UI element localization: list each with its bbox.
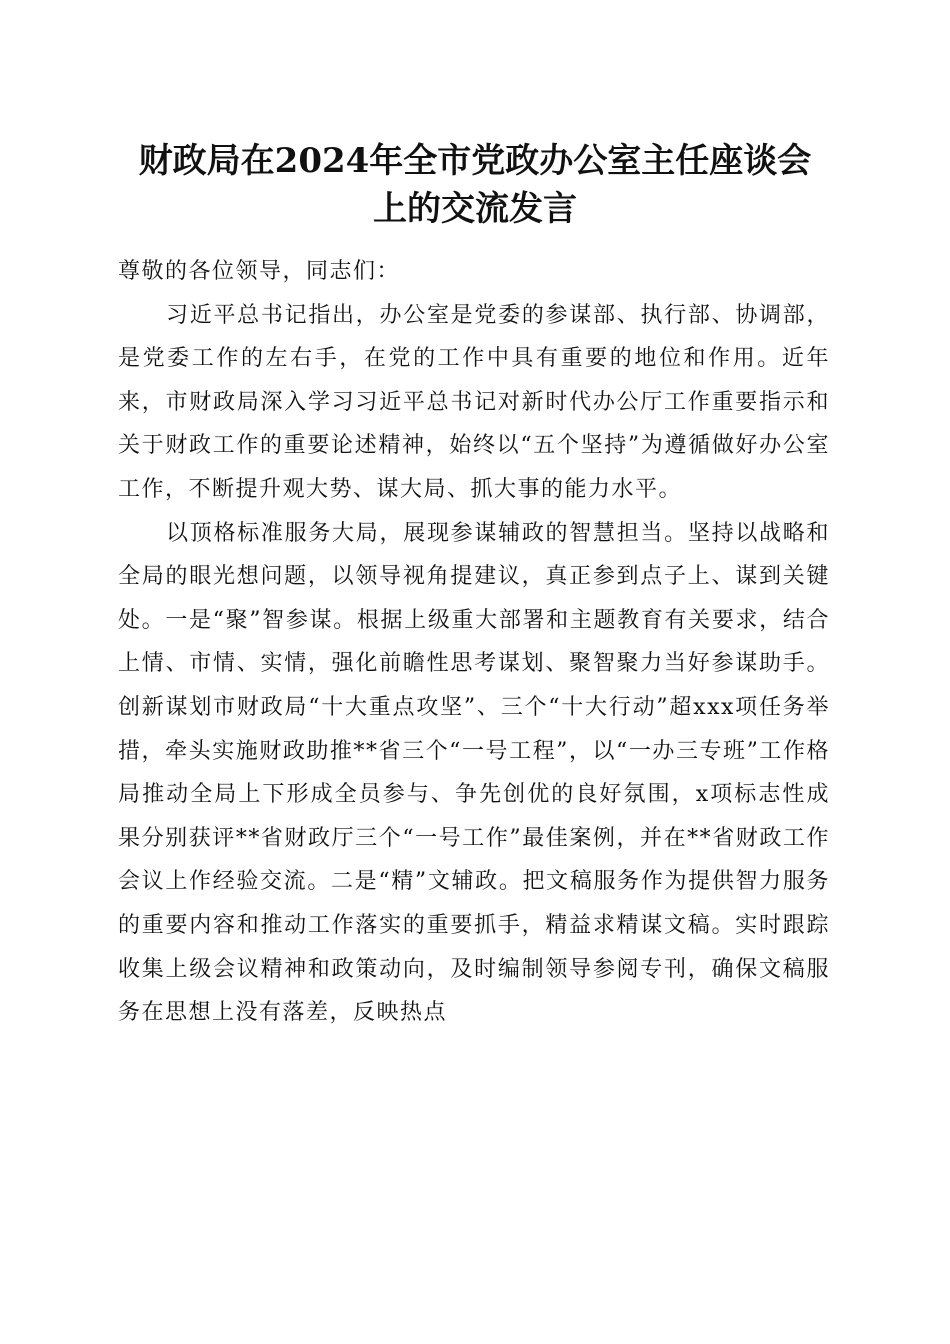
paragraph-intro: 习近平总书记指出，办公室是党委的参谋部、执行部、协调部，是党委工作的左右手，在党的工作中具有重要的地位和作用。近年来，市财政局深入学习习近平总书记对新时代办公厅工作重要指示和关于财政工作的重要论述精神，始终以“五个坚持”为遵循做好办公室工作，不断提升观大势、谋大局、抓大事的能力水平。 xyxy=(118,302,830,502)
document-body xyxy=(118,250,830,1035)
paragraph-section-1: 以顶格标准服务大局，展现参谋辅政的智慧担当。坚持以战略和全局的眼光想问题，以领导视角提建议，真正参到点子上、谋到关键处。一是“聚”智参谋。根据上级重大部署和主题教育有关要求，结合上情、市情、实情，强化前瞻性思考谋划、聚智聚力当好参谋助手。创新谋划市财政局“十大重点攻坚”、三个“十大行动”超xxx项任务举措，牵头实施财政助推**省三个“一号工程”，以“一办三专班”工作格局推动全局上下形成全员参与、争先创优的良好氛围，x项标志性成果分别获评**省财政厅三个“一号工作”最佳案例，并在**省财政工作会议上作经验交流。二是“精”文辅政。把文稿服务作为提供智力服务的重要内容和推动工作落实的重要抓手，精益求精谋文稿。实时跟踪收集上级会议精神和政策动向，及时编制领导参阅专刊，确保文稿服务在思想上没有落差，反映热点 xyxy=(118,520,830,1026)
document-title xyxy=(100,137,850,233)
title-line-2: 上的交流发言 xyxy=(373,189,577,229)
title-line-1: 财政局在2024年全市党政办公室主任座谈会 xyxy=(138,141,812,181)
salutation: 尊敬的各位领导，同志们： xyxy=(118,259,401,284)
